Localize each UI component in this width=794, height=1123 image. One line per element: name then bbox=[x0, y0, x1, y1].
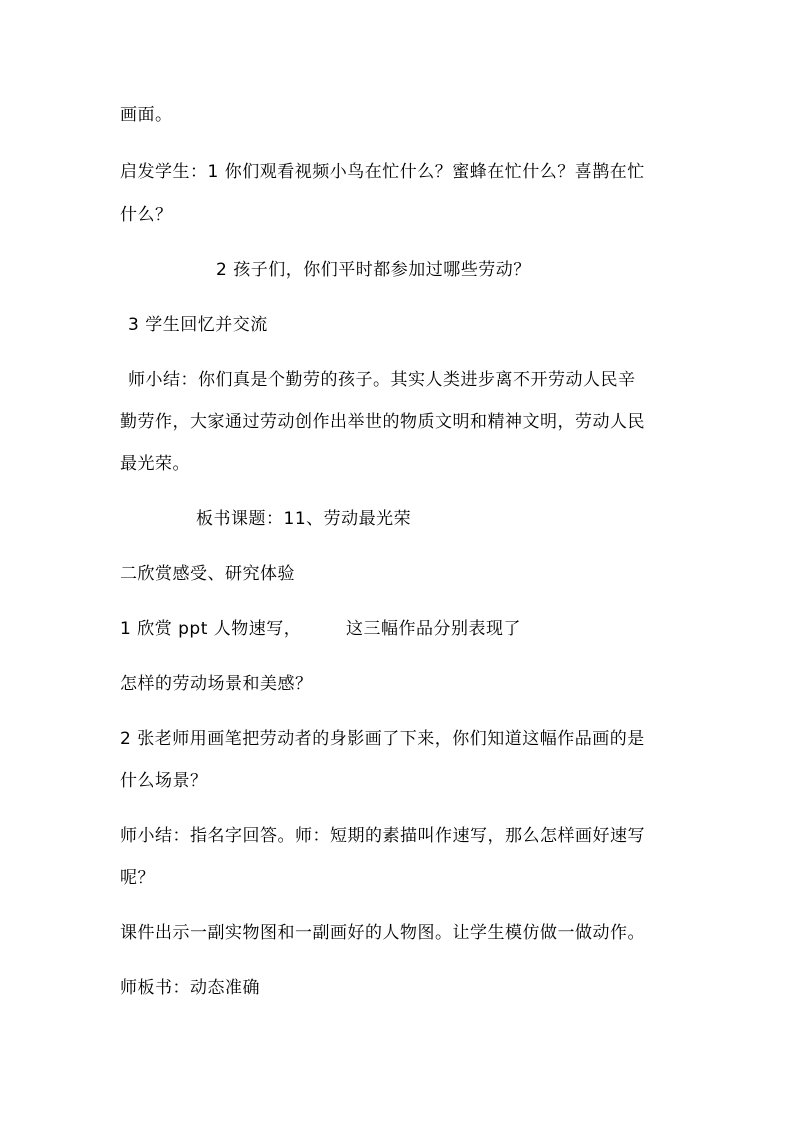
text-line: 1 欣赏 ppt 人物速写， bbox=[120, 619, 302, 639]
text-line: 板书课题：11、劳动最光荣 bbox=[196, 509, 412, 529]
text-line: 师小结：你们真是个勤劳的孩子。其实人类进步离不开劳动人民辛 bbox=[128, 370, 636, 390]
text-line: 勤劳作，大家通过劳动创作出举世的物质文明和精神文明，劳动人民 bbox=[120, 412, 645, 432]
text-line: 师小结：指名字回答。师：短期的素描叫作速写，那么怎样画好速写 bbox=[120, 826, 645, 846]
text-line: 怎样的劳动场景和美感？ bbox=[120, 674, 313, 694]
text-line: 这三幅作品分别表现了 bbox=[346, 619, 521, 639]
text-line: 什么场景？ bbox=[120, 771, 208, 791]
text-line: 师板书：动态准确 bbox=[120, 978, 260, 998]
section-heading: 二欣赏感受、研究体验 bbox=[120, 564, 295, 584]
text-line: 画面。 bbox=[120, 105, 173, 125]
text-line: 2 孩子们，你们平时都参加过哪些劳动？ bbox=[216, 260, 531, 280]
text-line: 呢？ bbox=[120, 868, 155, 888]
text-line: 什么？ bbox=[120, 205, 173, 225]
text-line: 3 学生回忆并交流 bbox=[128, 315, 268, 335]
text-line: 2 张老师用画笔把劳动者的身影画了下来，你们知道这幅作品画的是 bbox=[120, 729, 645, 749]
text-line: 启发学生：1 你们观看视频小鸟在忙什么？蜜蜂在忙什么？喜鹊在忙 bbox=[120, 162, 645, 182]
text-line: 最光荣。 bbox=[120, 454, 190, 474]
text-line: 课件出示一副实物图和一副画好的人物图。让学生模仿做一做动作。 bbox=[120, 923, 645, 943]
